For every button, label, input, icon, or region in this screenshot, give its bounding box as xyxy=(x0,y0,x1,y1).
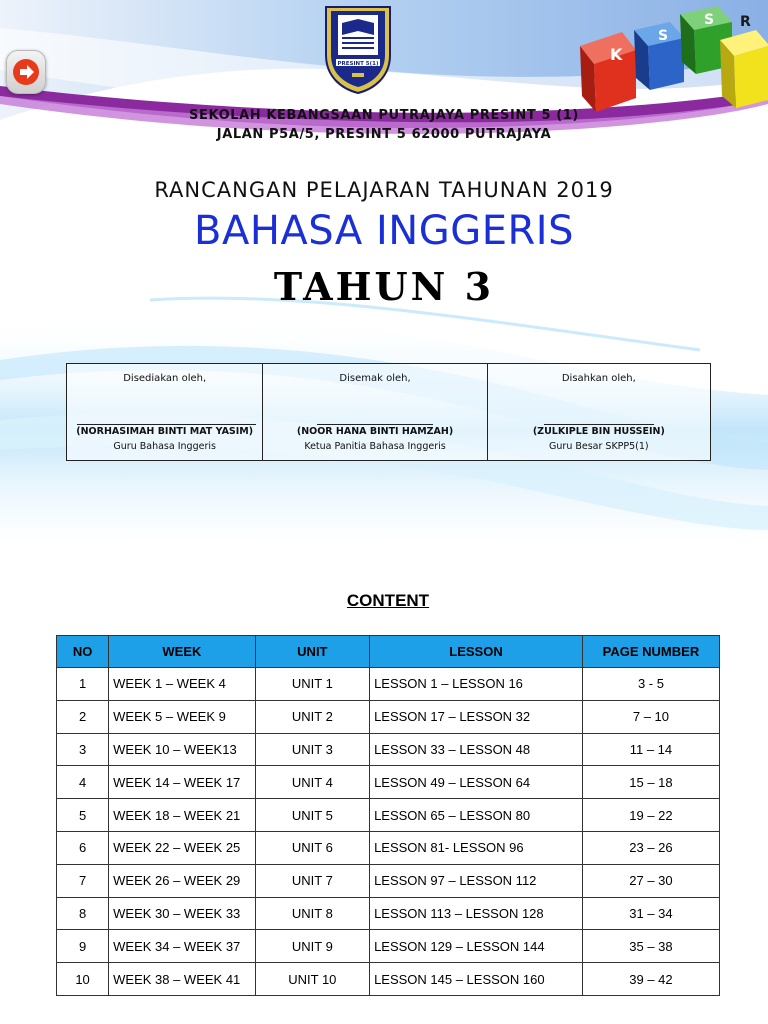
table-row xyxy=(57,963,720,996)
plan-title: RANCANGAN PELAJARAN TAHUNAN 2019 xyxy=(154,178,614,202)
arrow-right-icon xyxy=(12,58,40,86)
cell-lesson: LESSON 49 – LESSON 64 xyxy=(370,766,583,799)
column-header-no: NO xyxy=(57,636,109,668)
cell-no: 8 xyxy=(57,897,109,930)
cell-no: 3 xyxy=(57,733,109,766)
cell-unit: UNIT 2 xyxy=(255,700,369,733)
cell-unit: UNIT 1 xyxy=(255,668,369,701)
cell-page-number: 35 – 38 xyxy=(582,930,719,963)
cell-no: 1 xyxy=(57,668,109,701)
school-crest-logo xyxy=(322,3,394,95)
school-name: SEKOLAH KEBANGSAAN PUTRAJAYA PRESINT 5 (1) xyxy=(189,108,579,123)
cell-page-number: 19 – 22 xyxy=(582,799,719,832)
cell-page-number: 3 - 5 xyxy=(582,668,719,701)
subject-title: BAHASA INGGERIS xyxy=(194,208,574,254)
cell-week: WEEK 26 – WEEK 29 xyxy=(109,864,256,897)
cell-lesson: LESSON 17 – LESSON 32 xyxy=(370,700,583,733)
cell-page-number: 7 – 10 xyxy=(582,700,719,733)
cell-unit: UNIT 9 xyxy=(255,930,369,963)
cell-no: 4 xyxy=(57,766,109,799)
cell-week: WEEK 34 – WEEK 37 xyxy=(109,930,256,963)
cell-page-number: 39 – 42 xyxy=(582,963,719,996)
signature-role: Disemak oleh, xyxy=(339,373,411,384)
table-row xyxy=(57,700,720,733)
cell-no: 9 xyxy=(57,930,109,963)
cell-no: 10 xyxy=(57,963,109,996)
signature-line xyxy=(544,424,654,425)
signature-position: Guru Bahasa Inggeris xyxy=(113,441,216,452)
signature-role: Disahkan oleh, xyxy=(561,373,636,384)
cube-letter-s2: S xyxy=(704,12,715,28)
content-table xyxy=(56,635,720,996)
table-row xyxy=(57,864,720,897)
signature-position: Ketua Panitia Bahasa Inggeris xyxy=(304,441,446,452)
cell-unit: UNIT 5 xyxy=(255,799,369,832)
table-row xyxy=(57,799,720,832)
cell-week: WEEK 30 – WEEK 33 xyxy=(109,897,256,930)
signature-position: Guru Besar SKPP5(1) xyxy=(549,441,649,452)
cell-lesson: LESSON 97 – LESSON 112 xyxy=(370,864,583,897)
cell-week: WEEK 14 – WEEK 17 xyxy=(109,766,256,799)
school-address: JALAN P5A/5, PRESINT 5 62000 PUTRAJAYA xyxy=(216,127,552,142)
signature-checked xyxy=(263,364,487,461)
table-row xyxy=(57,766,720,799)
signature-name: (NOOR HANA BINTI HAMZAH) xyxy=(296,426,454,437)
table-row xyxy=(57,930,720,963)
signature-role: Disediakan oleh, xyxy=(123,373,207,384)
cell-week: WEEK 10 – WEEK13 xyxy=(109,733,256,766)
cell-week: WEEK 22 – WEEK 25 xyxy=(109,831,256,864)
cell-week: WEEK 38 – WEEK 41 xyxy=(109,963,256,996)
year-title: TAHUN 3 xyxy=(273,264,495,309)
table-row xyxy=(57,733,720,766)
cell-week: WEEK 18 – WEEK 21 xyxy=(109,799,256,832)
cell-unit: UNIT 7 xyxy=(255,864,369,897)
column-header-week: WEEK xyxy=(109,636,256,668)
cell-unit: UNIT 3 xyxy=(255,733,369,766)
cell-page-number: 23 – 26 xyxy=(582,831,719,864)
cube-letter-r: R xyxy=(740,14,751,30)
cell-week: WEEK 5 – WEEK 9 xyxy=(109,700,256,733)
signature-table xyxy=(66,363,711,461)
cell-unit: UNIT 6 xyxy=(255,831,369,864)
signature-name: (ZULKIPLE BIN HUSSEIN) xyxy=(532,426,665,437)
cube-letter-s1: S xyxy=(658,28,669,44)
signature-prepared xyxy=(67,364,263,461)
table-header-row xyxy=(57,636,720,668)
back-arrow-button[interactable] xyxy=(6,50,46,94)
cell-no: 7 xyxy=(57,864,109,897)
cell-no: 2 xyxy=(57,700,109,733)
cell-page-number: 11 – 14 xyxy=(582,733,719,766)
column-header-unit: UNIT xyxy=(255,636,369,668)
cube-letter-k: K xyxy=(610,45,623,64)
cell-lesson: LESSON 145 – LESSON 160 xyxy=(370,963,583,996)
signature-line xyxy=(317,424,432,425)
signature-approved xyxy=(487,364,710,461)
content-heading: CONTENT xyxy=(346,591,430,610)
cell-unit: UNIT 8 xyxy=(255,897,369,930)
cell-lesson: LESSON 81- LESSON 96 xyxy=(370,831,583,864)
cell-unit: UNIT 4 xyxy=(255,766,369,799)
signature-name: (NORHASIMAH BINTI MAT YASIM) xyxy=(76,426,254,437)
cell-no: 6 xyxy=(57,831,109,864)
column-header-lesson: LESSON xyxy=(370,636,583,668)
cell-lesson: LESSON 129 – LESSON 144 xyxy=(370,930,583,963)
cell-unit: UNIT 10 xyxy=(255,963,369,996)
cell-page-number: 27 – 30 xyxy=(582,864,719,897)
cell-lesson: LESSON 113 – LESSON 128 xyxy=(370,897,583,930)
cell-lesson: LESSON 65 – LESSON 80 xyxy=(370,799,583,832)
cell-no: 5 xyxy=(57,799,109,832)
table-row xyxy=(57,668,720,701)
ksr-cubes-graphic xyxy=(570,0,768,120)
crest-text: PRESINT 5(1) xyxy=(337,61,379,67)
cell-lesson: LESSON 33 – LESSON 48 xyxy=(370,733,583,766)
column-header-page-number: PAGE NUMBER xyxy=(582,636,719,668)
cell-page-number: 31 – 34 xyxy=(582,897,719,930)
signature-line xyxy=(77,424,256,425)
cell-page-number: 15 – 18 xyxy=(582,766,719,799)
cell-lesson: LESSON 1 – LESSON 16 xyxy=(370,668,583,701)
table-row xyxy=(57,831,720,864)
cell-week: WEEK 1 – WEEK 4 xyxy=(109,668,256,701)
table-row xyxy=(57,897,720,930)
